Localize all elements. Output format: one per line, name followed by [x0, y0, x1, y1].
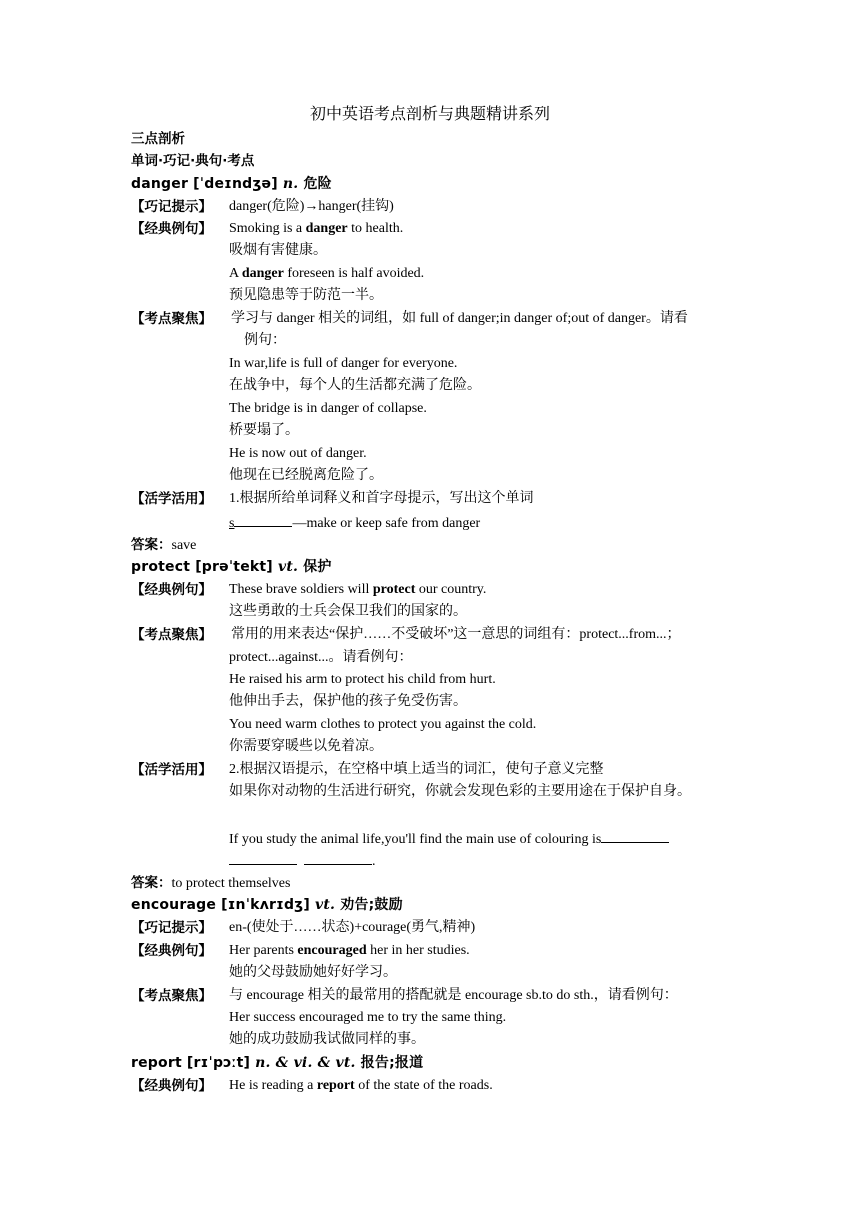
- focus-translation: 她的成功鼓励我试做同样的事。: [229, 1032, 425, 1047]
- example-translation: 预见隐患等于防范一半。: [229, 288, 383, 303]
- subsection-heading: 单词·巧记·典句·考点: [131, 153, 255, 169]
- example-sentence: These brave soldiers will protect our country.: [229, 582, 487, 597]
- word-headline-protect: [131, 558, 332, 576]
- focus-example: Her success encouraged me to try the same thing.: [229, 1010, 507, 1025]
- practice-question-cont: .: [229, 851, 376, 871]
- phonetic: [ɪnˈkʌrɪdʒ]: [221, 897, 310, 913]
- focus-translation: 桥要塌了。: [229, 423, 299, 438]
- headword: danger: [131, 176, 189, 192]
- answer-line: 答案：save: [131, 537, 197, 553]
- section-heading: 三点剖析: [131, 131, 185, 147]
- example-translation: 她的父母鼓励她好好学习。: [229, 965, 397, 980]
- focus-text-cont: protect...against...。请看例句：: [229, 650, 413, 665]
- part-of-speech: n.: [282, 176, 299, 192]
- focus-text-cont: 例句：: [244, 333, 286, 348]
- memo-text: en-(使处于……状态)+courage(勇气,精神): [229, 920, 476, 935]
- focus-translation: 他伸出手去，保护他的孩子免受伤害。: [229, 694, 467, 709]
- label-example: 【经典例句】: [131, 582, 212, 598]
- label-example: 【经典例句】: [131, 1078, 212, 1094]
- example-sentence: Smoking is a danger to health.: [229, 221, 404, 236]
- practice-question: If you study the animal life,you'll find the main use of colouring is: [229, 829, 669, 849]
- label-practice: 【活学活用】: [131, 762, 212, 778]
- practice-instruction: 2.根据汉语提示，在空格中填上适当的词汇，使句子意义完整: [229, 762, 604, 777]
- memo-text: danger(危险)→hanger(挂钩): [229, 199, 394, 214]
- meaning: 保护: [303, 559, 332, 575]
- focus-text: 与 encourage 相关的最常用的搭配就是 encourage sb.to do sth.，请看例句：: [229, 988, 678, 1003]
- answer-blank[interactable]: [229, 851, 297, 865]
- example-sentence: A danger foreseen is half avoided.: [229, 266, 425, 281]
- part-of-speech: vt.: [315, 897, 336, 913]
- focus-text: 常用的用来表达“保护……不受破坏”这一意思的词组有：protect...from...；: [231, 627, 681, 642]
- example-sentence: Her parents encouraged her in her studies.: [229, 943, 470, 958]
- practice-chinese: 如果你对动物的生活进行研究，你就会发现色彩的主要用途在于保护自身。: [229, 784, 691, 799]
- meaning: 报告;报道: [360, 1055, 424, 1071]
- practice-instruction: 1.根据所给单词释义和首字母提示，写出这个单词: [229, 491, 534, 506]
- label-memo: 【巧记提示】: [131, 199, 212, 215]
- label-focus: 【考点聚焦】: [131, 627, 212, 643]
- answer-line: 答案：to protect themselves: [131, 875, 291, 891]
- word-headline-danger: [131, 175, 332, 193]
- phonetic: [prəˈtekt]: [195, 559, 273, 575]
- focus-text: 学习与 danger 相关的词组，如 full of danger;in danger of;out of danger。请看: [231, 311, 688, 326]
- answer-blank[interactable]: [304, 851, 372, 865]
- example-translation: 吸烟有害健康。: [229, 243, 327, 258]
- headword: report: [131, 1055, 182, 1071]
- label-example: 【经典例句】: [131, 221, 212, 237]
- part-of-speech: n. & vi. & vt.: [255, 1055, 356, 1071]
- practice-question: s —make or keep safe from danger: [229, 513, 480, 533]
- focus-example: In war,life is full of danger for everyone.: [229, 356, 458, 371]
- focus-example: He is now out of danger.: [229, 446, 367, 461]
- word-headline-report: [131, 1054, 423, 1072]
- answer-blank[interactable]: [234, 513, 292, 527]
- label-example: 【经典例句】: [131, 943, 212, 959]
- page-title: 初中英语考点剖析与典题精讲系列: [309, 106, 550, 123]
- focus-translation: 你需要穿暖些以免着凉。: [229, 739, 383, 754]
- label-focus: 【考点聚焦】: [131, 311, 212, 327]
- focus-translation: 在战争中，每个人的生活都充满了危险。: [229, 378, 481, 393]
- phonetic: [ˈdeɪndʒə]: [193, 176, 278, 192]
- word-headline-encourage: [131, 896, 403, 914]
- headword: encourage: [131, 897, 217, 913]
- label-memo: 【巧记提示】: [131, 920, 212, 936]
- focus-example: He raised his arm to protect his child from hurt.: [229, 672, 496, 687]
- meaning: 劝告;鼓励: [340, 897, 403, 913]
- example-sentence: He is reading a report of the state of the roads.: [229, 1078, 493, 1093]
- focus-example: You need warm clothes to protect you against the cold.: [229, 717, 537, 732]
- answer-blank[interactable]: [601, 829, 669, 843]
- phonetic: [rɪˈpɔːt]: [186, 1055, 251, 1071]
- headword: protect: [131, 559, 191, 575]
- focus-translation: 他现在已经脱离危险了。: [229, 468, 383, 483]
- example-translation: 这些勇敢的士兵会保卫我们的国家的。: [229, 604, 467, 619]
- focus-example: The bridge is in danger of collapse.: [229, 401, 427, 416]
- label-focus: 【考点聚焦】: [131, 988, 212, 1004]
- part-of-speech: vt.: [277, 559, 299, 575]
- meaning: 危险: [303, 176, 332, 192]
- label-practice: 【活学活用】: [131, 491, 212, 507]
